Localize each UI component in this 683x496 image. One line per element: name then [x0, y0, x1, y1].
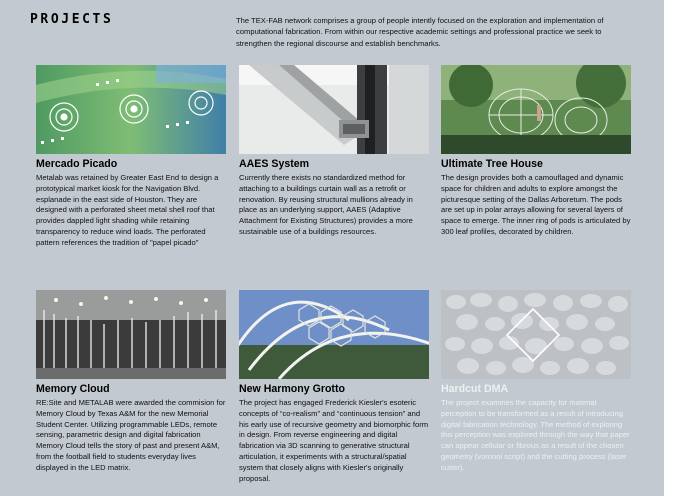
project-description: The design provides both a camouflaged and dynamic space for children and adults to explore amongst the picturesque setting of the Dallas Arboretum. The pods are set up in polar arrays allowing for several layers of space to emerge. The inner ring of pods is articulated by 300 leaf profiles, decorated by children. — [441, 173, 631, 236]
project-card-ultimate-tree-house[interactable] — [441, 65, 633, 238]
project-title[interactable]: AAES System — [239, 158, 310, 170]
project-title[interactable]: Mercado Picado — [36, 158, 118, 170]
project-card-aaes-system[interactable] — [239, 65, 431, 238]
projects-logo: PROJECTS — [30, 12, 114, 27]
project-image-ultimate-tree-house[interactable] — [441, 65, 631, 154]
project-image-aaes-system[interactable] — [239, 65, 429, 154]
project-image-memory-cloud[interactable] — [36, 290, 226, 379]
project-description: The project examines the capacity for material perception to be transformed as a result of introducing digital fabrication technology. The method of exploring this perception was explored through the way that paper can appear cellular or fibrous as a result of the chosen geometry (voronoi script) and the cutting process (laser cutter). — [441, 398, 630, 472]
project-image-mercado-picado[interactable] — [36, 65, 226, 154]
diamond-hover-icon — [505, 307, 561, 363]
project-image-new-harmony-grotto[interactable] — [239, 290, 429, 379]
project-description: The project has engaged Frederick Kiesler's esoteric concepts of “co-realism” and “continuous tension” and his early use of recursive geometry and biomorphic form in design. From reverse engineering and digital fabrication via 3D scanning to generative structural articulation, it experiments with a structural/spatial system that closely aligns with Kiesler's originally proposal. — [239, 398, 429, 483]
project-title[interactable]: Hardcut DMA — [441, 383, 509, 395]
project-description: Metalab was retained by Greater East End to design a prototypical market kiosk for the Navigation Blvd. esplanade in the east side of Houston. They are designed with a perforated sheet metal shell roof that provides dappled light shading while retaining transparency to reduce wind loads. The perforated pattern references the tradition of "papel picado" — [36, 173, 219, 247]
scrollbar[interactable] — [664, 0, 683, 496]
project-description: Currently there exists no standardized method for attaching to a buildings curtain wall as a retrofit or renovation. By reusing structural mullions already in place as an underlying support, AAES (Adaptive Attachment for Existing Structures) provides a more sustainable use of a buildings resources. — [239, 173, 413, 236]
project-card-memory-cloud[interactable] — [36, 290, 228, 474]
project-card-mercado-picado[interactable] — [36, 65, 228, 249]
project-description: RE:Site and METALAB were awarded the commision for Memory Cloud by Texas A&M for the new Memorial Student Center. Utilizing programmable LEDs, remote sensing, parametric design and digital fabrication Memory Cloud tells the story of past and present A&M, from the football field to students everyday lives displayed in the LED matrix. — [36, 398, 226, 472]
project-card-new-harmony-grotto[interactable] — [239, 290, 431, 484]
project-title[interactable]: New Harmony Grotto — [239, 383, 345, 395]
project-title[interactable]: Ultimate Tree House — [441, 158, 543, 170]
project-title[interactable]: Memory Cloud — [36, 383, 110, 395]
intro-text: The TEX-FAB network comprises a group of people intently focused on the exploration and implementation of computational fabrication. From within our respective academic settings and professional practice we seek to strengthen the regional discourse and establish benchmarks. — [236, 16, 604, 48]
